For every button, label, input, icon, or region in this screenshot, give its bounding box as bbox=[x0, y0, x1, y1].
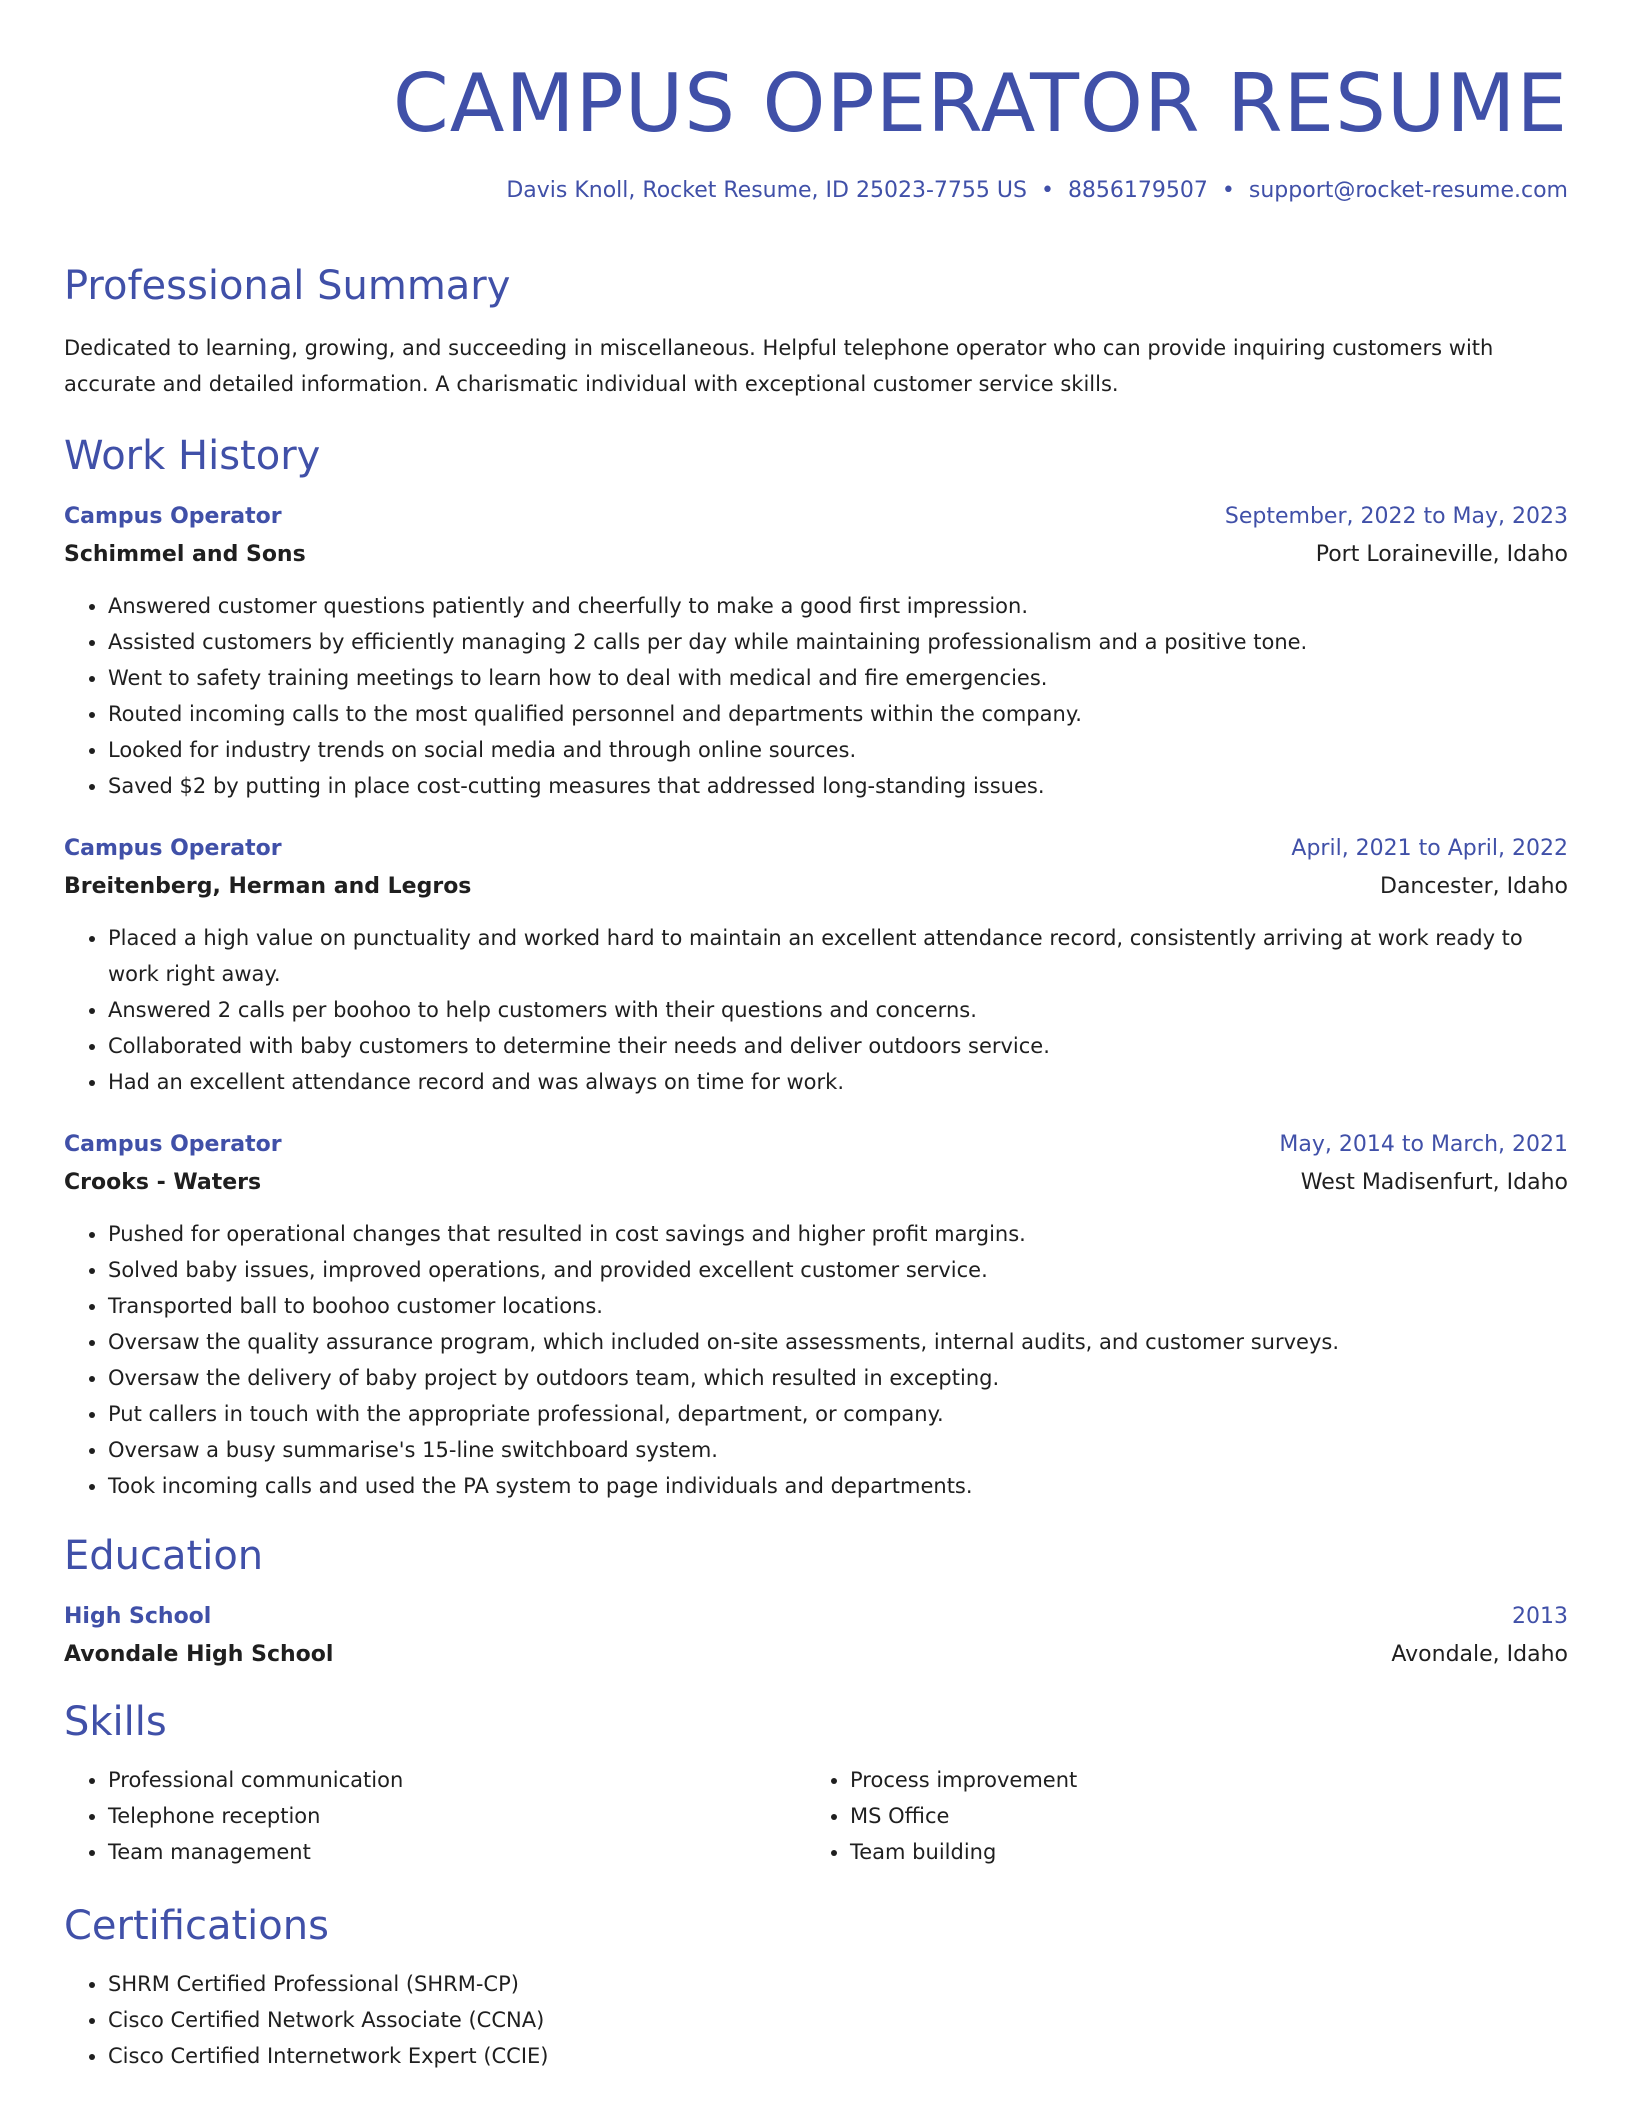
contact-separator: • bbox=[1221, 178, 1235, 203]
education-year: 2013 bbox=[1512, 1604, 1568, 1629]
job-bullets bbox=[64, 1216, 1568, 1504]
job-bullet: • Had an excellent attendance record and was always on time for work. bbox=[108, 1064, 1568, 1100]
contact-phone: 8856179507 bbox=[1067, 178, 1208, 203]
job-bullet: • Answered 2 calls per boohoo to help customers with their questions and concerns. bbox=[108, 992, 1568, 1028]
job-bullet: • Oversaw the delivery of baby project by outdoors team, which resulted in excepting. bbox=[108, 1360, 1568, 1396]
job-company-row bbox=[64, 1164, 1568, 1202]
resume-content bbox=[64, 260, 1568, 2096]
skill-item: • MS Office bbox=[850, 1798, 1548, 1834]
resume-page bbox=[64, 0, 1568, 2068]
summary-text: Dedicated to learning, growing, and succeeding in miscellaneous. Helpful telephone operator who can provide inquiring customers with accurate and detailed information. A charismatic individual with exceptional customer service skills. bbox=[64, 336, 1494, 396]
education-location: Avondale, Idaho bbox=[1391, 1642, 1568, 1667]
job-bullets bbox=[64, 588, 1568, 804]
job-role: Campus Operator bbox=[64, 1132, 282, 1157]
job-bullet: • Transported ball to boohoo customer locations. bbox=[108, 1288, 1568, 1324]
certifications-list bbox=[64, 1966, 1568, 2074]
summary-heading: Professional Summary bbox=[64, 263, 511, 309]
job-bullet: • Answered customer questions patiently and cheerfully to make a good first impression. bbox=[108, 588, 1568, 624]
job-role: Campus Operator bbox=[64, 504, 282, 529]
job-header-row bbox=[64, 1126, 1568, 1164]
education-entry bbox=[64, 1598, 1568, 1674]
skill-item: • Team building bbox=[850, 1834, 1548, 1870]
skill-item: • Telephone reception bbox=[108, 1798, 806, 1834]
job-header-row bbox=[64, 830, 1568, 868]
education-school-row bbox=[64, 1636, 1568, 1674]
education-heading: Education bbox=[64, 1533, 264, 1579]
resume-title: CAMPUS OPERATOR RESUME bbox=[392, 57, 1568, 150]
skill-item: • Professional communication bbox=[108, 1762, 806, 1798]
job-bullets bbox=[64, 920, 1568, 1100]
job-dates: May, 2014 to March, 2021 bbox=[1279, 1132, 1568, 1157]
job-company-row bbox=[64, 536, 1568, 574]
education-section bbox=[64, 1530, 1568, 1674]
job-entry bbox=[64, 498, 1568, 804]
certification-item: • Cisco Certified Network Associate (CCNA) bbox=[108, 2002, 1568, 2038]
summary-section bbox=[64, 260, 1568, 402]
job-company: Schimmel and Sons bbox=[64, 542, 306, 567]
job-company: Breitenberg, Herman and Legros bbox=[64, 874, 472, 899]
contact-separator: • bbox=[1040, 178, 1054, 203]
skill-item: • Team management bbox=[108, 1834, 806, 1870]
job-bullet: • Collaborated with baby customers to determine their needs and deliver outdoors service. bbox=[108, 1028, 1568, 1064]
skills-columns bbox=[64, 1762, 1568, 1870]
job-bullet: • Placed a high value on punctuality and worked hard to maintain an excellent attendance record, consistently arriving at work ready to work right away. bbox=[108, 920, 1568, 992]
certification-item: • Cisco Certified Internetwork Expert (CCIE) bbox=[108, 2038, 1568, 2074]
job-location: Dancester, Idaho bbox=[1380, 874, 1568, 899]
work-history-section bbox=[64, 430, 1568, 1504]
job-company-row bbox=[64, 868, 1568, 906]
job-dates: April, 2021 to April, 2022 bbox=[1291, 836, 1568, 861]
education-school: Avondale High School bbox=[64, 1642, 334, 1667]
job-bullet: • Routed incoming calls to the most qualified personnel and departments within the company. bbox=[108, 696, 1568, 732]
job-bullet: • Assisted customers by efficiently managing 2 calls per day while maintaining professionalism and a positive tone. bbox=[108, 624, 1568, 660]
job-location: West Madisenfurt, Idaho bbox=[1300, 1170, 1568, 1195]
skills-column-left bbox=[64, 1762, 806, 1870]
job-bullet: • Oversaw the quality assurance program, which included on-site assessments, internal audits, and customer surveys. bbox=[108, 1324, 1568, 1360]
job-company: Crooks - Waters bbox=[64, 1170, 262, 1195]
job-bullet: • Took incoming calls and used the PA system to page individuals and departments. bbox=[108, 1468, 1568, 1504]
job-dates: September, 2022 to May, 2023 bbox=[1224, 504, 1568, 529]
education-degree: High School bbox=[64, 1604, 212, 1629]
job-entry bbox=[64, 830, 1568, 1100]
job-role: Campus Operator bbox=[64, 836, 282, 861]
job-bullet: • Pushed for operational changes that resulted in cost savings and higher profit margins. bbox=[108, 1216, 1568, 1252]
work-history-heading: Work History bbox=[64, 433, 321, 479]
skills-heading: Skills bbox=[64, 1699, 167, 1745]
certification-item: • SHRM Certified Professional (SHRM-CP) bbox=[108, 1966, 1568, 2002]
job-bullet: • Went to safety training meetings to learn how to deal with medical and fire emergencies. bbox=[108, 660, 1568, 696]
job-bullet: • Saved $2 by putting in place cost-cutting measures that addressed long-standing issues. bbox=[108, 768, 1568, 804]
skills-section bbox=[64, 1696, 1568, 1870]
certifications-section bbox=[64, 1900, 1568, 2074]
job-bullet: • Oversaw a busy summarise's 15-line switchboard system. bbox=[108, 1432, 1568, 1468]
contact-line bbox=[506, 178, 1568, 203]
job-entry bbox=[64, 1126, 1568, 1504]
job-bullet: • Solved baby issues, improved operations, and provided excellent customer service. bbox=[108, 1252, 1568, 1288]
skill-item: • Process improvement bbox=[850, 1762, 1548, 1798]
job-bullet: • Put callers in touch with the appropriate professional, department, or company. bbox=[108, 1396, 1568, 1432]
contact-address: Davis Knoll, Rocket Resume, ID 25023-7755 US bbox=[506, 178, 1027, 203]
education-header-row bbox=[64, 1598, 1568, 1636]
contact-email: support@rocket-resume.com bbox=[1248, 178, 1568, 203]
skills-column-right bbox=[806, 1762, 1548, 1870]
job-header-row bbox=[64, 498, 1568, 536]
job-bullet: • Looked for industry trends on social media and through online sources. bbox=[108, 732, 1568, 768]
job-location: Port Loraineville, Idaho bbox=[1315, 542, 1568, 567]
certifications-heading: Certifications bbox=[64, 1903, 329, 1949]
